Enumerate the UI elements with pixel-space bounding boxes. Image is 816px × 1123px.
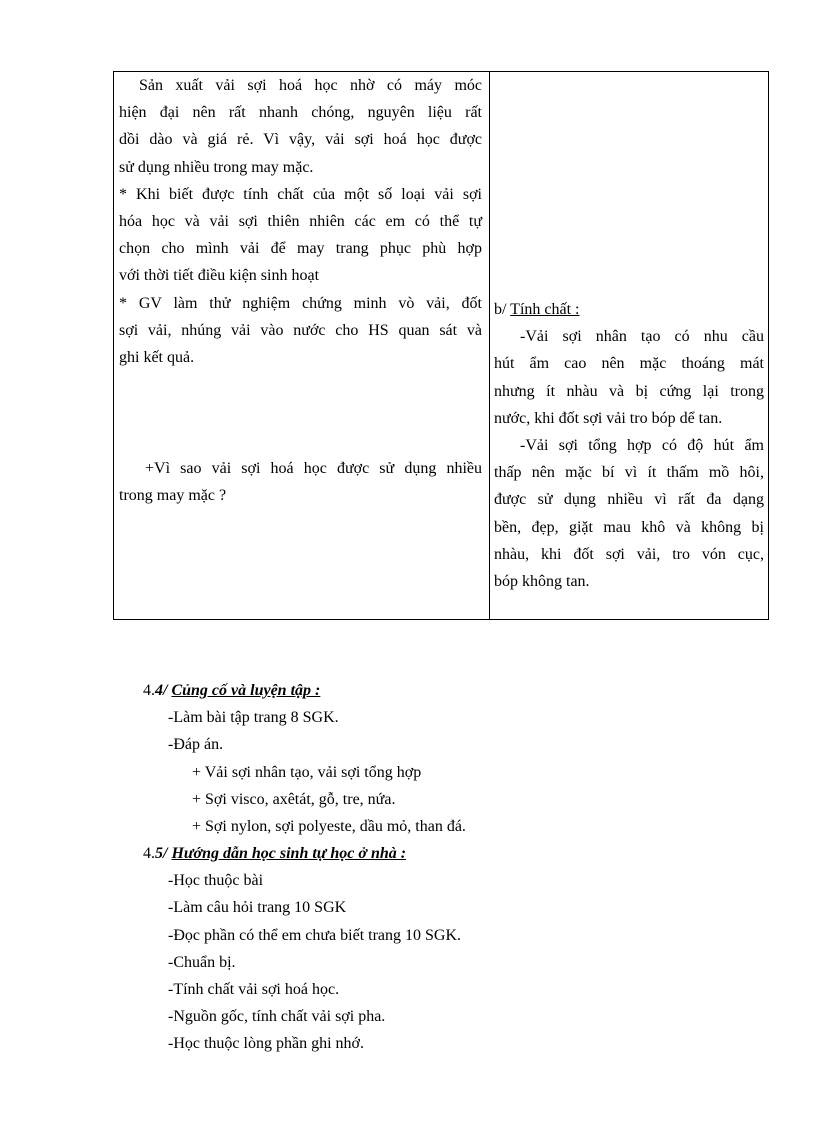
paragraph-artificial-fiber [494,323,764,432]
paragraph-production [119,72,482,181]
teacher-activity-column [119,72,482,510]
text-line: trong may mặc ? [119,487,227,505]
paragraph-experiment [119,290,482,372]
answer-item: + Vải sợi nhân tạo, vải sợi tổng hợp [192,763,422,781]
content-column [494,72,764,595]
section-heading [0,677,816,704]
text-line: sử dụng nhiều trong may mặc. [119,158,314,176]
text-line: * GV làm thử nghiệm chứng minh vò vải, đốt [119,294,482,312]
list-item: -Chuẩn bị. [168,953,236,971]
list-item: -Tính chất vải sợi hoá học. [168,981,340,999]
text-line: * Khi biết được tính chất của một số loại vải sợi [119,185,482,203]
text-line: +Vì sao vải sợi hoá học được sử dụng nhiều [145,460,482,478]
list-item: -Đáp án. [168,736,224,754]
text-line: với thời tiết điều kiện sinh hoạt [119,267,320,285]
column-divider [489,72,490,619]
answer-item: + Sợi visco, axêtát, gỗ, tre, nứa. [192,790,396,808]
paragraph-synthetic-fiber [494,432,764,595]
text-line: nhưng ít nhàu và bị cứng lại trong [494,382,764,400]
list-item: -Làm bài tập trang 8 SGK. [168,709,339,727]
text-line: bền, đẹp, giặt mau khô và không bị [494,518,764,536]
text-line: sợi vải, nhúng vải vào nước cho HS quan sát và [119,321,482,339]
text-line: chọn cho mình vải để may trang phục phù hợp [119,240,482,258]
section-number-suffix: 5/ [155,845,168,862]
text-line: hút ẩm cao nên mặc thoáng mát [494,355,764,373]
text-line: bóp không tan. [494,573,590,591]
lesson-table [113,71,769,620]
question [119,455,482,509]
list-item: -Học thuộc bài [168,872,264,890]
heading-prefix: b/ [494,301,507,318]
paragraph-choose-fabric [119,181,482,290]
section-title: Hướng dẫn học sinh tự học ở nhà : [171,845,407,862]
text-line: ghi kết quả. [119,349,195,367]
section-number-suffix: 4/ [155,682,168,699]
list-item: -Nguồn gốc, tính chất vải sợi pha. [168,1008,386,1026]
text-line: Sản xuất vải sợi hoá học nhờ có máy móc [139,77,482,94]
text-line: nước, khi đốt sợi vải tro bóp dể tan. [494,409,723,427]
text-line: thấp nên mặc bí vì ít thấm mồ hôi, [494,464,764,482]
text-line: dồi dào và giá rẻ. Vì vậy, vải sợi hoá học được [119,131,482,149]
section-review [0,677,816,840]
list-item: -Làm câu hỏi trang 10 SGK [168,899,347,917]
list-item: -Đọc phần có thể em chưa biết trang 10 SGK. [168,926,462,944]
section-heading [0,840,816,867]
text-line: được sử dụng nhiều vì rất đa dạng [494,491,764,509]
text-line: nhàu, khi đốt sợi vải, tro vón cục, [494,545,764,563]
text-line: hiện đại nên rất nhanh chóng, nguyên liệu rất [119,104,482,122]
section-number-prefix: 4. [143,845,155,862]
section-heading [494,296,764,323]
text-line: -Vải sợi tổng hợp có độ hút ẩm [520,437,764,455]
text-line: hóa học và vải sợi thiên nhiên các em có thể tự [119,213,482,231]
section-number-prefix: 4. [143,682,155,699]
list-item: -Học thuộc lòng phần ghi nhớ. [168,1035,364,1053]
section-title: Củng cố và luyện tập : [171,682,321,699]
answer-item: + Sợi nylon, sợi polyeste, dầu mỏ, than đá. [192,818,466,836]
text-line: -Vải sợi nhân tạo có nhu cầu [520,328,764,346]
heading-title: Tính chất : [510,301,580,318]
section-homework [0,840,816,1058]
